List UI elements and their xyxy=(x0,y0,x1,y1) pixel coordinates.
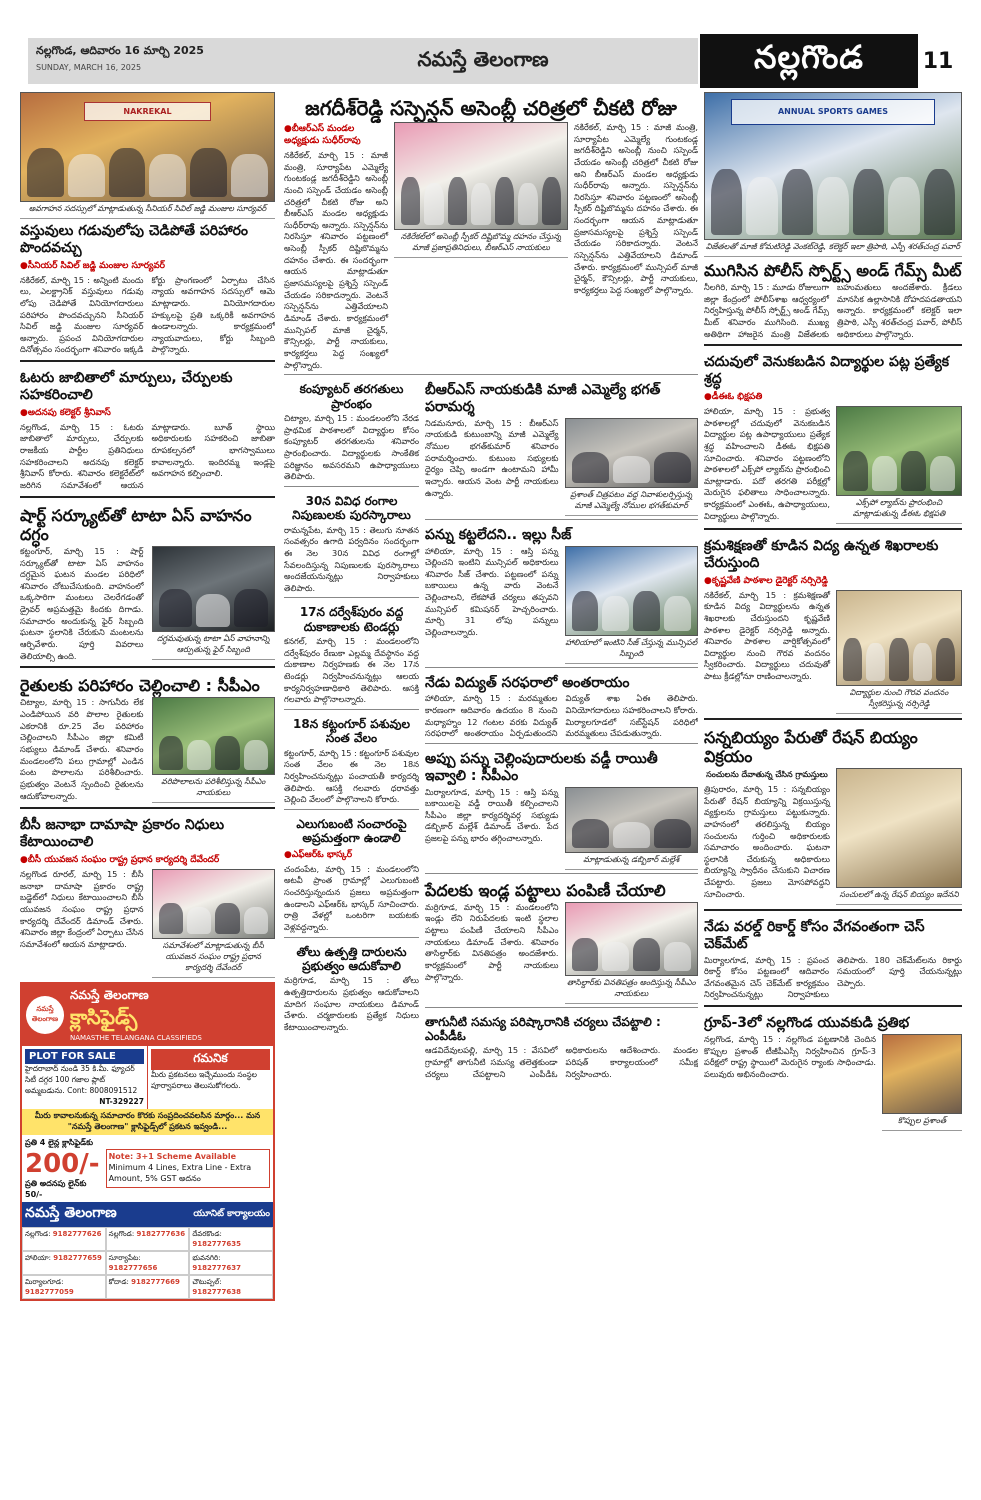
article-cattle-market: కట్టంగూర్, మార్చి 15 : కట్టంగూర్ పశువుల సంత వేలం ఈ నెల 18న నిర్వహించనున్నట్లు పంచాయతీ కార్యదర్శి తెలిపారు. ఆసక్తి గలవారు ధరావత్తు చెల్లించి వేలంలో పాల్గొనాలని కోరారు. xyxy=(284,747,419,805)
classifieds-name: క్లాసిఫైడ్స్ xyxy=(70,1005,138,1030)
plot-for-sale-text: హైదరాబాద్ నుండి 35 కి.మీ. ఫ్యూచర్ సిటీ దగ్గర 100 గజాల ప్లాట్ అమ్మబడును. Cont: 8008091512 xyxy=(25,1064,138,1096)
article-voter-list: నల్లగొండ, మార్చి 15 : ఓటరు జాబితాలో మార్పులు, చేర్పులకు రాజకీయ పార్టీల ప్రతినిధులు సహకరించాలని అదనపు కలెక్టర్ శ్రీనివాస్ కోరారు. శనివారం కలెక్టరేట్‌లో జరిగిన సమావేశంలో ఆయన మాట్లాడారు. బూత్ స్థాయి అధికారులకు సహకరించి జాబితా రూపకల్పనలో భాగస్వాములు కావాలన్నారు. ఇందిరమ్మ ఇండ్లపై అవగాహన కల్పించాలి. xyxy=(20,421,275,490)
notice-label: గమనిక xyxy=(151,1049,270,1070)
photo-tax-relief xyxy=(565,787,699,853)
column-center xyxy=(284,92,698,1490)
photo-effigy-protest xyxy=(394,122,568,230)
sports-banner: ANNUAL SPORTS GAMES xyxy=(731,99,936,125)
caption-farmers: వరిపొలాలను పరిశీలిస్తున్న సీపీఎం నాయకులు xyxy=(152,775,276,803)
paper-name: నమస్తే తెలంగాణ xyxy=(417,46,549,71)
phone-entry: కోదాడ: 9182777669 xyxy=(106,1275,190,1299)
headline-brs-visit: బీఆర్ఎస్ నాయకుడికి మాజీ ఎమ్మెల్యే భగత్ పరామర్శ xyxy=(425,382,661,415)
headline-leather: తోలు ఉత్పత్తి దారులను ప్రభుత్వం ఆదుకోవాలి xyxy=(296,944,407,974)
lead-caption: నకిరేకల్‌లో అసెంబ్లీ స్పీకర్ దిష్టిబొమ్మ దహనం చేస్తున్న మాజీ ప్రజాప్రతినిధులు, బీఆర్ఎస్ నాయకులు xyxy=(394,230,568,258)
article-tenders: కనగల్, మార్చి 15 : మండలంలోని దర్వేశ్‌పురం రేణుకా ఎల్లమ్మ దేవస్థానం వద్ద దుకాణాల నిర్వహణకు ఈ నెల 17న టెండర్లు నిర్వహించనున్నట్లు ఆలయ కార్యనిర్వహణాధికారి తెలిపారు. ఆసక్తి గలవారు పాల్గొనాలన్నారు. xyxy=(284,636,419,705)
article-chess: మిర్యాలగూడ, మార్చి 15 : ప్రపంచ రికార్డ్ కోసం పట్టణంలో ఆదివారం వేగవంతమైన చెస్ చెక్‌మేట్ కార్యక్రమం నిర్వహించనున్నట్లు నిర్వాహకులు తెలిపారు. 180 చెక్‌మేట్‌లను రికార్డు సమయంలో పూర్తి చేయనున్నట్లు చెప్పారు. xyxy=(704,954,962,1000)
phone-entry: చౌటుప్పల్: 9182777638 xyxy=(189,1275,273,1299)
headline-bc-funds: బీసీ జనాభా దామాషా ప్రకారం నిధులు కేటాయించాలి xyxy=(20,817,225,851)
headline-group3: గ్రూప్-3లో నల్లగొండ యువకుడి ప్రతిభ xyxy=(704,1015,910,1032)
photo-farmers xyxy=(152,697,276,775)
lead-byline: ● బీఆర్ఎస్ మండల అధ్యక్షుడు సుధీర్‌రావు xyxy=(284,122,388,150)
offer-price: 200/- xyxy=(25,1149,100,1180)
headline-ration-rice: సన్నబియ్యం పేరుతో రేషన్ బియ్యం విక్రయం xyxy=(704,727,918,766)
article-water: ఆడవిదేవులపల్లి, మార్చి 15 : వేసవిలో గ్రామాల్లో తాగునీటి సమస్య తలెత్తకుండా చర్యలు చేపట్టాలని ఎంపీడీఓ అధికారులను ఆదేశించారు. మండల పరిషత్ కార్యాలయంలో సమీక్ష నిర్వహించారు. xyxy=(425,1045,698,1079)
byline-bear-alert: ● ఎఫ్ఆర్ఓ భాస్కర్ xyxy=(284,848,419,864)
article-discipline: నకిరేకల్, మార్చి 15 : క్రమశిక్షణతో కూడిన విద్య విద్యార్థులను ఉన్నత శిఖరాలకు చేరుస్తుందని కృష్ణవేణి పాఠశాల డైరెక్టర్ నర్సిరెడ్డి అన్నారు. శనివారం పాఠశాల వార్షికోత్సవంలో విద్యార్థుల నుంచి గౌరవ వందనం స్వీకరించారు. విద్యార్థులు చదువుతో పాటు క్రీడల్లోనూ రాణించాలన్నారు. xyxy=(704,589,830,682)
phone-entry: దేవరకొండ: 9182777635 xyxy=(189,1227,273,1251)
caption-group3: కొప్పుల ప్రశాంత్ xyxy=(882,1114,962,1131)
headline-chess: నేడు వరల్డ్ రికార్డ్ కోసం వేగవంతంగా చెస్ చెక్‌మేట్ xyxy=(704,918,925,952)
photo-discipline xyxy=(836,590,962,686)
phone-entry: నల్లగొండ: 9182777636 xyxy=(106,1227,190,1251)
phone-entry: మిర్యాలగూడ: 9182777059 xyxy=(22,1275,106,1299)
byline-consumer: ● సీనియర్ సివిల్ జడ్జి మంజుల సూర్యవర్ xyxy=(20,259,275,275)
ad-code: NT-329227 xyxy=(99,1097,144,1107)
photo-legal-awareness xyxy=(20,92,275,202)
column-right xyxy=(704,92,962,1490)
article-tax-relief: మిర్యాలగూడ, మార్చి 15 : ఆస్తి పన్ను బకాయిలపై వడ్డీ రాయితీ కల్పించాలని సీపీఎం జిల్లా కార్యదర్శివర్గ సభ్యుడు డబ్బికార్ మల్లేశ్ డిమాండ్ చేశారు. పేద ప్రజలపై పన్ను భారం తగ్గించాలన్నారు. xyxy=(425,786,559,844)
caption-tax-relief: మాట్లాడుతున్న డబ్బికార్ మల్లేశ్ xyxy=(565,853,699,870)
scheme-note: Note: 3+1 Scheme Available xyxy=(108,1152,237,1162)
photo-banner: NAKREKAL xyxy=(84,102,211,121)
caption-bc-meeting: సమావేశంలో మాట్లాడుతున్న బీసీ యువజన సంఘం రాష్ట్ర ప్రధాన కార్యదర్శి దేవేందర్ xyxy=(152,939,276,978)
classifieds-ad xyxy=(20,982,275,1301)
date-telugu: నల్లగొండ, ఆదివారం 16 మార్చి 2025 xyxy=(36,44,204,57)
photo-rice-bags xyxy=(836,768,962,888)
masthead xyxy=(0,0,981,92)
lead-article: నకిరేకల్, మార్చి 15 : మాజీ మంత్రి, సూర్యాపేట ఎమ్మెల్యే గుంటకండ్ల జగదీశ్‌రెడ్డిని అసెంబ్లీ నుంచి సస్పెండ్ చేయడం అసెంబ్లీ చరిత్రలో చీకటి రోజు అని బీఆర్ఎస్ మండల అధ్యక్షుడు సుధీర్‌రావు అన్నారు. సస్పెన్షన్‌ను నిరసిస్తూ శనివారం పట్టణంలో అసెంబ్లీ స్పీకర్ దిష్టిబొమ్మను దహనం చేశారు. ఈ సందర్భంగా ఆయన మాట్లాడుతూ ప్రజాసమస్యలపై ప్రశ్నిస్తే సస్పెండ్ చేయడం సరికాదన్నారు. వెంటనే సస్పెన్షన్‌ను ఎత్తివేయాలని డిమాండ్ చేశారు. కార్యక్రమంలో మున్సిపల్ మాజీ చైర్మన్, కౌన్సిలర్లు, పార్టీ నాయకులు, కార్యకర్తలు పెద్ద సంఖ్యలో పాల్గొన్నారు. xyxy=(284,150,388,370)
photo-house-pattas xyxy=(565,902,699,976)
byline-bc-funds: ● బీసీ యువజన సంఘం రాష్ట్ర ప్రధాన కార్యదర్శి దేవేందర్ xyxy=(20,853,275,869)
classifieds-logo: నమస్తే తెలంగాణ xyxy=(26,996,64,1034)
caption-discipline: విద్యార్థుల నుంచి గౌరవ వందనం స్వీకరిస్తున్న నర్సిరెడ్డి xyxy=(836,686,962,714)
headline-awards: 30న వివిధ రంగాల నిపుణులకు పురస్కారాలు xyxy=(292,493,411,523)
article-power-cut: హాలియా, మార్చి 15 : మరమ్మతుల కారణంగా ఆదివారం ఉదయం 8 నుంచి మధ్యాహ్నం 12 గంటల వరకు విద్యుత్ సరఫరాలో అంతరాయం ఏర్పడుతుందని విద్యుత్ శాఖ ఏఈ తెలిపారు. వినియోగదారులు సహకరించాలని కోరారు. మిర్యాలగూడలో సబ్‌స్టేషన్ పరిధిలో మరమ్మతులు చేపడుతున్నారు. xyxy=(425,693,698,739)
classifieds-header xyxy=(22,984,273,1046)
headline-bear-alert: ఎలుగుబంటి సంచారంపై అప్రమత్తంగా ఉండాలి xyxy=(296,817,407,846)
page-number: 11 xyxy=(922,48,954,74)
classifieds-cta: మీరు కావాలనుకున్న సమాచారం కొరకు సంప్రదించవలసిన మార్గం... మన "నమస్తే తెలంగాణ" క్లాసిఫైడ్స్‌లో ప్రకటన ఇవ్వండి... xyxy=(22,1109,273,1135)
byline-voter-list: ● అదనపు కలెక్టర్ శ్రీనివాస్ xyxy=(20,406,275,422)
headline-tenders: 17న దర్వేశ్‌పురం వద్ద దుకాణాలకు టెండర్లు xyxy=(299,605,404,634)
phone-entry: నల్లగొండ: 9182777626 xyxy=(22,1227,106,1251)
article-bc-funds: నల్లగొండ రూరల్, మార్చి 15 : బీసీ జనాభా దామాషా ప్రకారం రాష్ట్ర బడ్జెట్‌లో నిధులు కేటాయించాలని బీసీ యువజన సంఘం రాష్ట్ర ప్రధాన కార్యదర్శి దేవేందర్ డిమాండ్ చేశారు. శనివారం జిల్లా కేంద్రంలో ఏర్పాటు చేసిన సమావేశంలో ఆయన మాట్లాడారు. xyxy=(20,869,144,949)
district-name: నల్లగొండ xyxy=(700,34,918,88)
headline-education: చదువులో వెనుకబడిన విద్యార్థుల పట్ల ప్రత్యేక శ్రద్ధ xyxy=(704,354,950,388)
phone-entry: సూర్యాపేట: 9182777656 xyxy=(106,1251,190,1275)
photo-house-seized xyxy=(565,546,699,636)
photo-bc-meeting xyxy=(152,869,276,939)
column-left xyxy=(20,92,275,1490)
caption-house-pattas: తాసిల్దార్‌కు వినతిపత్రం అందిస్తున్న సీపీఎం నాయకులు xyxy=(565,976,699,1004)
article-farmers: చిట్యాల, మార్చి 15 : సాగునీరు లేక ఎండిపోయిన వరి పొలాల రైతులకు ఎకరానికి రూ.25 వేల పరిహారం చెల్లించాలని సీపీఎం జిల్లా కమిటీ సభ్యులు డిమాండ్ చేశారు. శనివారం మండలంలోని పలు గ్రామాల్లో ఎండిన పంట పొలాలను పరిశీలించారు. ప్రభుత్వం వెంటనే స్పందించి రైతులను ఆదుకోవాలన్నారు. xyxy=(20,697,144,801)
headline-house-pattas: పేదలకు ఇండ్ల పట్టాలు పంపిణీ చేయాలి xyxy=(425,880,666,900)
article-education: హాలియా, మార్చి 15 : ప్రభుత్వ పాఠశాలల్లో చదువులో వెనుకబడిన విద్యార్థుల పట్ల ఉపాధ్యాయులు ప్రత్యేక శ్రద్ధ వహించాలని డీఈఓ భిక్షపతి సూచించారు. శనివారం పట్టణంలోని పాఠశాలలో ఎక్స్‌పో ల్యాబ్‌ను ప్రారంభించి మాట్లాడారు. పదో తరగతి పరీక్షల్లో మెరుగైన ఫలితాలు సాధించాలన్నారు. కార్యక్రమంలో ఎంఈఓ, ఉపాధ్యాయులు, విద్యార్థులు పాల్గొన్నారు. xyxy=(704,405,830,521)
photo-caption: అవగాహన సదస్సులో మాట్లాడుతున్న సీనియర్ సివిల్ జడ్జి మంజుల సూర్యవర్ xyxy=(20,202,275,219)
photo-vehicle-fire xyxy=(152,546,276,632)
notice-text: మీరు ప్రకటనలు ఇచ్చేముందు సంస్థల పూర్వాపరాలు తెలుసుకోగలరు. xyxy=(151,1070,257,1091)
phone-entry: హాలియా: 9182777659 xyxy=(22,1251,106,1275)
headline-computer-classes: కంప్యూటర్ తరగతులు ప్రారంభం xyxy=(299,382,404,411)
article-sports: నీలగిరి, మార్చి 15 : మూడు రోజులుగా జిల్లా కేంద్రంలో పోలీస్‌శాఖ ఆధ్వర్యంలో నిర్వహిస్తున్న పోలీస్ స్పోర్ట్స్ అండ్ గేమ్స్ మీట్ శనివారం ముగిసింది. ముఖ్య అతిథిగా హాజరైన మంత్రి విజేతలకు బహుమతులు అందజేశారు. క్రీడలు మానసిక ఉల్లాసానికి దోహదపడతాయని అన్నారు. కార్యక్రమంలో కలెక్టర్ ఇలా త్రిపాఠి, ఎస్పీ శరత్‌చంద్ర పవార్, పోలీస్ అధికారులు పాల్గొన్నారు. xyxy=(704,282,962,339)
byline-discipline: ● కృష్ణవేణి పాఠశాల డైరెక్టర్ నర్సిరెడ్డి xyxy=(704,574,962,590)
caption-brs-visit: ప్రశాంత్ చిత్రపటం వద్ద నివాళులర్పిస్తున్న మాజీ ఎమ్మెల్యే నోముల భగత్‌కుమార్ xyxy=(565,488,699,516)
article-group3: నల్లగొండ, మార్చి 15 : నల్లగొండ పట్టణానికి చెందిన కొప్పుల ప్రశాంత్ టీజీపీఎస్సీ నిర్వహించిన గ్రూప్-3 పరీక్షలో రాష్ట్ర స్థాయిలో మెరుగైన ర్యాంకు సాధించాడు. పలువురు అభినందించారు. xyxy=(704,1033,876,1079)
headline-vehicle-fire: షార్ట్ సర్క్యూట్‌తో టాటా ఏస్ వాహనం దగ్ధం xyxy=(20,505,252,544)
phone-entry: భువనగిరి: 9182777637 xyxy=(189,1251,273,1275)
article-house-seized: హాలియా, మార్చి 15 : ఆస్తి పన్ను చెల్లించని ఇంటిని మున్సిపల్ అధికారులు శనివారం సీజ్ చేశారు. పట్టణంలో పన్ను బకాయిలు ఉన్న వారు వెంటనే చెల్లించాలని, లేకపోతే చర్యలు తప్పవని మున్సిపల్ కమిషనర్ హెచ్చరించారు. మార్చి 31 లోపు పన్నులు చెల్లించాలన్నారు. xyxy=(425,545,559,638)
headline-water: తాగునీటి సమస్య పరిష్కారానికి చర్యలు చేపట్టాలి : ఎంపీడీఓ xyxy=(425,1014,661,1044)
classifieds-english: NAMASTHE TELANGANA CLASSIFIEDS xyxy=(70,1034,202,1043)
caption-education: ఎక్స్‌పో ల్యాబ్‌ను ప్రారంభించి మాట్లాడుతున్న డీఈఓ భిక్షపతి xyxy=(836,496,962,524)
office-label: యూనిట్ కార్యాలయం xyxy=(193,1208,270,1219)
photo-group3-candidate xyxy=(882,1034,962,1114)
photo-brs-visit xyxy=(565,418,699,488)
caption-house-seized: హాలియాలో ఇంటిని సీజ్ చేస్తున్న మున్సిపల్ సిబ్బంది xyxy=(565,636,699,664)
photo-education xyxy=(836,406,962,496)
article-ration-rice: త్రిపురారం, మార్చి 15 : సన్నబియ్యం పేరుతో రేషన్ బియ్యాన్ని విక్రయిస్తున్న వ్యక్తులను గ్రామస్తులు పట్టుకున్నారు. వాహనంలో తరలిస్తున్న బియ్యం సంచులను గుర్తించి అధికారులకు సమాచారం అందించారు. ఘటనా స్థలానికి చేరుకున్న అధికారులు బియ్యాన్ని స్వాధీనం చేసుకుని విచారణ చేపట్టారు. ప్రజలు మోసపోవద్దని సూచించారు. xyxy=(704,783,830,899)
paper-name-block xyxy=(268,38,698,84)
caption-rice-villagers: సంచులను దేవాతున్న చేసిన గ్రామస్తులు xyxy=(706,769,828,779)
headline-power-cut: నేడు విద్యుత్ సరఫరాలో అంతరాయం xyxy=(425,674,630,691)
plot-for-sale-label: PLOT FOR SALE xyxy=(25,1049,144,1064)
article-vehicle-fire: కట్టంగూర్, మార్చి 15 : షార్ట్ సర్క్యూట్‌తో టాటా ఏస్ వాహనం దగ్ధమైన ఘటన మండల పరిధిలో శనివారం చోటుచేసుకుంది. వాహనంలో ఒక్కసారిగా మంటలు చెలరేగడంతో డ్రైవర్ అప్రమత్తమై కిందకు దిగాడు. సమాచారం అందుకున్న ఫైర్ సిబ్బంది ఘటనా స్థలానికి చేరుకుని మంటలను ఆర్పివేశారు. పూర్తి వివరాలు తెలియాల్సి ఉంది. xyxy=(20,545,144,661)
offer-top: ప్రతి 4 లైన్ల క్లాసిఫైడ్‌కు xyxy=(25,1138,94,1148)
date-english: SUNDAY, MARCH 16, 2025 xyxy=(36,63,142,72)
article-consumer: నకిరేకల్, మార్చి 15 : అన్నింటి మందు లు, ఎలక్ట్రానిక్ వస్తువులు గడువు లోపు చెడిపోతే వినియోగదారులు పరిహారం పొందవచ్చునని సీనియర్ సివిల్ జడ్జి మంజుల సూర్యవర్ అన్నారు. ప్రపంచ వినియోగదారుల దినోత్సవం సందర్భంగా శనివారం ఇక్కడి కోర్టు ప్రాంగణంలో ఏర్పాటు చేసిన న్యాయ అవగాహన సదస్సులో ఆమె మాట్లాడారు. వినియోగదారుల హక్కులపై ప్రతి ఒక్కరికీ అవగాహన ఉండాలన్నారు. కార్యక్రమంలో న్యాయవాదులు, కోర్టు సిబ్బంది పాల్గొన్నారు. xyxy=(20,274,275,355)
scheme-details: Minimum 4 Lines, Extra Line - Extra Amount, 5% GST అదనం xyxy=(108,1163,252,1183)
headline-cattle-market: 18న కట్టంగూర్ పశువుల సంత వేలం xyxy=(293,717,410,746)
caption-sports: విజేతలతో మాజీ కోమటిరెడ్డి వెంకట్‌రెడ్డి, కలెక్టర్ ఇలా త్రిపాఠి, ఎస్పీ శరత్‌చంద్ర పవార్ xyxy=(704,240,962,257)
headline-discipline: క్రమశిక్షణతో కూడిన విద్య ఉన్నత శిఖరాలకు చేరుస్తుంది xyxy=(704,537,939,571)
photo-sports-meet xyxy=(704,92,962,240)
lead-headline: జగదీశ్‌రెడ్డి సస్పెన్షన్ అసెంబ్లీ చరిత్రలో చీకటి రోజు xyxy=(305,96,677,120)
article-leather: మర్రిగూడ, మార్చి 15 : తోలు ఉత్పత్తిదారులను ప్రభుత్వం ఆదుకోవాలని మాదిగ సంఘాల నాయకులు డిమాండ్ చేశారు. చర్మకారులకు ప్రత్యేక నిధులు కేటాయించాలన్నారు. xyxy=(284,975,419,1032)
article-house-pattas: మర్రిగూడ, మార్చి 15 : మండలంలోని ఇండ్లు లేని నిరుపేదలకు ఇంటి స్థలాల పట్టాలు పంపిణీ చేయాలని సీపీఎం నాయకులు డిమాండ్ చేశారు. శనివారం తాసిల్దార్‌కు వినతిపత్రం అందజేశారు. కార్యక్రమంలో పార్టీ నాయకులు పాల్గొన్నారు. xyxy=(425,901,559,982)
office-phones xyxy=(22,1227,273,1299)
headline-tax-relief: అప్పు పన్ను చెల్లింపుదారులకు వడ్డీ రాయితీ ఇవ్వాలి : సీపీఎం xyxy=(425,750,658,784)
article-computer-classes: చిట్యాల, మార్చి 15 : మండలంలోని నేరడ ప్రాథమిక పాఠశాలలో విద్యార్థుల కోసం కంప్యూటర్ తరగతులను శనివారం ప్రారంభించారు. విద్యార్థులకు సాంకేతిక పరిజ్ఞానం అవసరమని ఉపాధ్యాయులు తెలిపారు. xyxy=(284,412,419,482)
offer-bottom: ప్రతి అదనపు లైన్‌కు 50/- xyxy=(25,1179,87,1200)
headline-voter-list: ఓటరు జాబితాలో మార్పులు, చేర్పులకు సహకరించాలి xyxy=(20,370,233,403)
lead-article-cont: నకిరేకల్, మార్చి 15 : మాజీ మంత్రి, సూర్యాపేట ఎమ్మెల్యే గుంటకండ్ల జగదీశ్‌రెడ్డిని అసెంబ్లీ నుంచి సస్పెండ్ చేయడం అసెంబ్లీ చరిత్రలో చీకటి రోజు అని బీఆర్ఎస్ మండల అధ్యక్షుడు సుధీర్‌రావు అన్నారు. సస్పెన్షన్‌ను నిరసిస్తూ శనివారం పట్టణంలో అసెంబ్లీ స్పీకర్ దిష్టిబొమ్మను దహనం చేశారు. ఈ సందర్భంగా ఆయన మాట్లాడుతూ ప్రజాసమస్యలపై ప్రశ్నిస్తే సస్పెండ్ చేయడం సరికాదన్నారు. వెంటనే సస్పెన్షన్‌ను ఎత్తివేయాలని డిమాండ్ చేశారు. కార్యక్రమంలో మున్సిపల్ మాజీ చైర్మన్, కౌన్సిలర్లు, పార్టీ నాయకులు, కార్యకర్తలు పెద్ద సంఖ్యలో పాల్గొన్నారు. xyxy=(574,122,698,295)
headline-consumer: వస్తువులు గడువులోపు చెడిపోతే పరిహారం పొందవచ్చు xyxy=(20,223,248,256)
caption-vehicle-fire: దగ్ధమవుతున్న టాటా ఏస్ వాహనాన్ని ఆర్పుతున్న ఫైర్ సిబ్బంది xyxy=(152,632,276,660)
office-name: నమస్తే తెలంగాణ xyxy=(25,1205,117,1222)
date-block xyxy=(28,38,268,84)
article-brs-visit: నిడమనూరు, మార్చి 15 : బీఆర్ఎస్ నాయకుడి కుటుంబాన్ని మాజీ ఎమ్మెల్యే నోముల భగత్‌కుమార్ శనివారం పరామర్శించారు. కుటుంబ సభ్యులకు ధైర్యం చెప్పి అండగా ఉంటామని హామీ ఇచ్చారు. ఆయన వెంట పార్టీ నాయకులు ఉన్నారు. xyxy=(425,417,559,498)
article-awards: రామన్నపేట, మార్చి 15 : తెలుగు నూతన సంవత్సరం ఉగాది పర్వదినం సందర్భంగా ఈ నెల 30న వివిధ రంగాల్లో సేవలందిస్తున్న నిపుణులకు పురస్కారాలు అందజేయనున్నట్లు నిర్వాహకులు తెలిపారు. xyxy=(284,524,419,593)
headline-farmers: రైతులకు పరిహారం చెల్లించాలి : సీపీఎం xyxy=(20,676,260,696)
headline-house-seized: పన్ను కట్టలేదని.. ఇల్లు సీజ్ xyxy=(425,526,572,543)
headline-sports: ముగిసిన పోలీస్ స్పోర్ట్స్ అండ్ గేమ్స్ మీట్ xyxy=(704,261,962,280)
article-bear-alert: చందంపేట, మార్చి 15 : మండలంలోని అటవీ ప్రాంత గ్రామాల్లో ఎలుగుబంటి సంచరిస్తున్నందున ప్రజలు అప్రమత్తంగా ఉండాలని ఎఫ్ఆర్ఓ భాస్కర్ సూచించారు. రాత్రి వేళల్లో ఒంటరిగా బయటకు వెళ్లవద్దన్నారు. xyxy=(284,863,419,933)
byline-education: ● డీఈఓ భిక్షపతి xyxy=(704,390,962,406)
classifieds-title: నమస్తే తెలంగాణ xyxy=(70,988,149,1003)
caption-rice-bags: సంచులలో ఉన్న రేషన్ బియ్యం ఇదేనని xyxy=(836,888,962,905)
